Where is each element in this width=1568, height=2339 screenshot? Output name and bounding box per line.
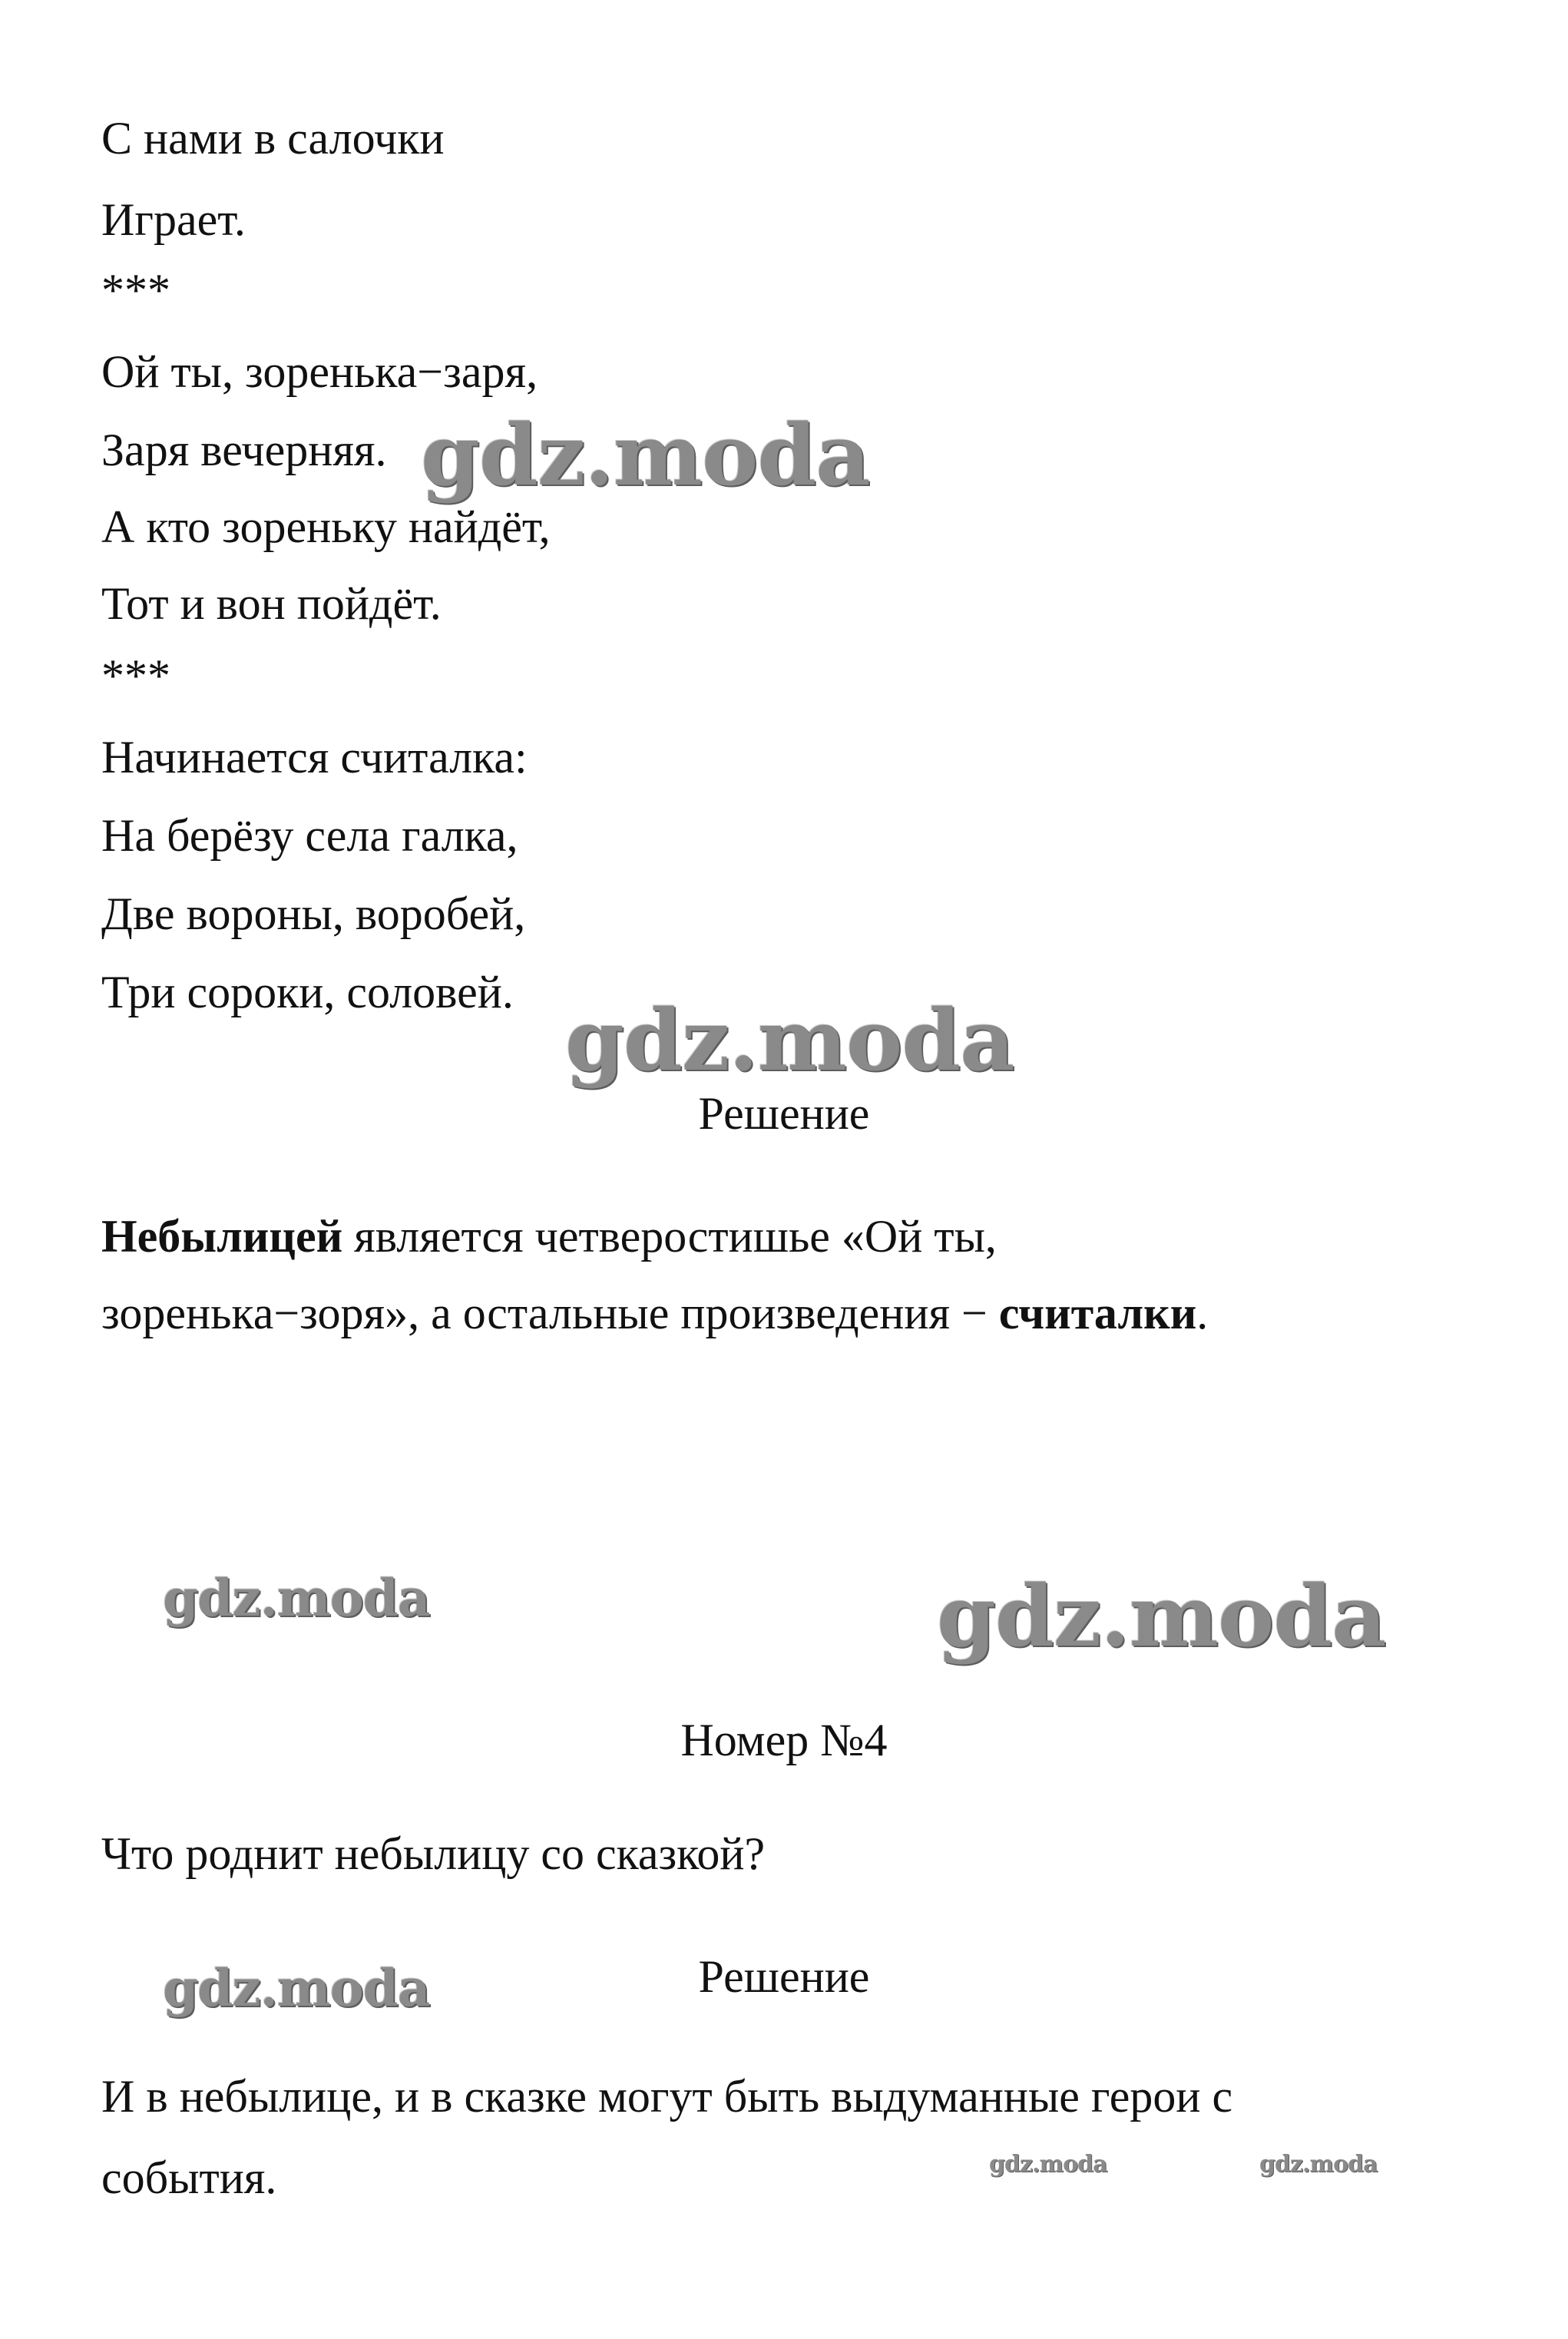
- solution-text-line-1: [101, 1211, 997, 1262]
- poem-line: Ой ты, зоренька−заря,: [101, 346, 538, 397]
- watermark-logo: gdz.moda: [565, 991, 1014, 1090]
- task-heading: Номер №4: [680, 1715, 888, 1765]
- poem-separator: ***: [101, 265, 170, 316]
- watermark-logo: gdz.moda: [937, 1567, 1386, 1666]
- poem-line: На берёзу села галка,: [101, 810, 518, 861]
- solution-text: зоренька−зоря», а остальные произведения −: [101, 1288, 999, 1338]
- poem-line: Две вороны, воробей,: [101, 888, 526, 939]
- solution-text: является четверостишье «Ой ты,: [342, 1211, 997, 1262]
- watermark-logo: gdz.moda: [421, 405, 870, 505]
- task-solution-heading: Решение: [698, 1951, 870, 2002]
- solution-heading: Решение: [698, 1088, 870, 1139]
- poem-line: С нами в салочки: [101, 113, 445, 164]
- watermark-logo: gdz.moda: [1259, 2151, 1378, 2178]
- answer-line-2: события.: [101, 2152, 277, 2203]
- answer-line-1: И в небылице, и в сказке могут быть выдуманные герои с: [101, 2071, 1233, 2122]
- poem-line: Начинается считалка:: [101, 732, 528, 782]
- watermark-logo: gdz.moda: [989, 2151, 1107, 2178]
- watermark-logo: gdz.moda: [163, 1568, 430, 1628]
- watermark-logo: gdz.moda: [163, 1958, 430, 2018]
- poem-line: Заря вечерняя.: [101, 425, 387, 475]
- solution-text: .: [1196, 1288, 1209, 1338]
- solution-text-line-2: [101, 1290, 1208, 1336]
- solution-bold-term: Небылицей: [101, 1211, 343, 1262]
- task-question: Что роднит небылицу со сказкой?: [101, 1828, 766, 1879]
- solution-bold-term: считалки: [998, 1288, 1197, 1338]
- poem-separator: ***: [101, 650, 170, 701]
- poem-line: А кто зореньку найдёт,: [101, 501, 551, 552]
- poem-line: Играет.: [101, 194, 246, 245]
- poem-line: Три сороки, соловей.: [101, 967, 514, 1017]
- poem-line: Тот и вон пойдёт.: [101, 578, 442, 629]
